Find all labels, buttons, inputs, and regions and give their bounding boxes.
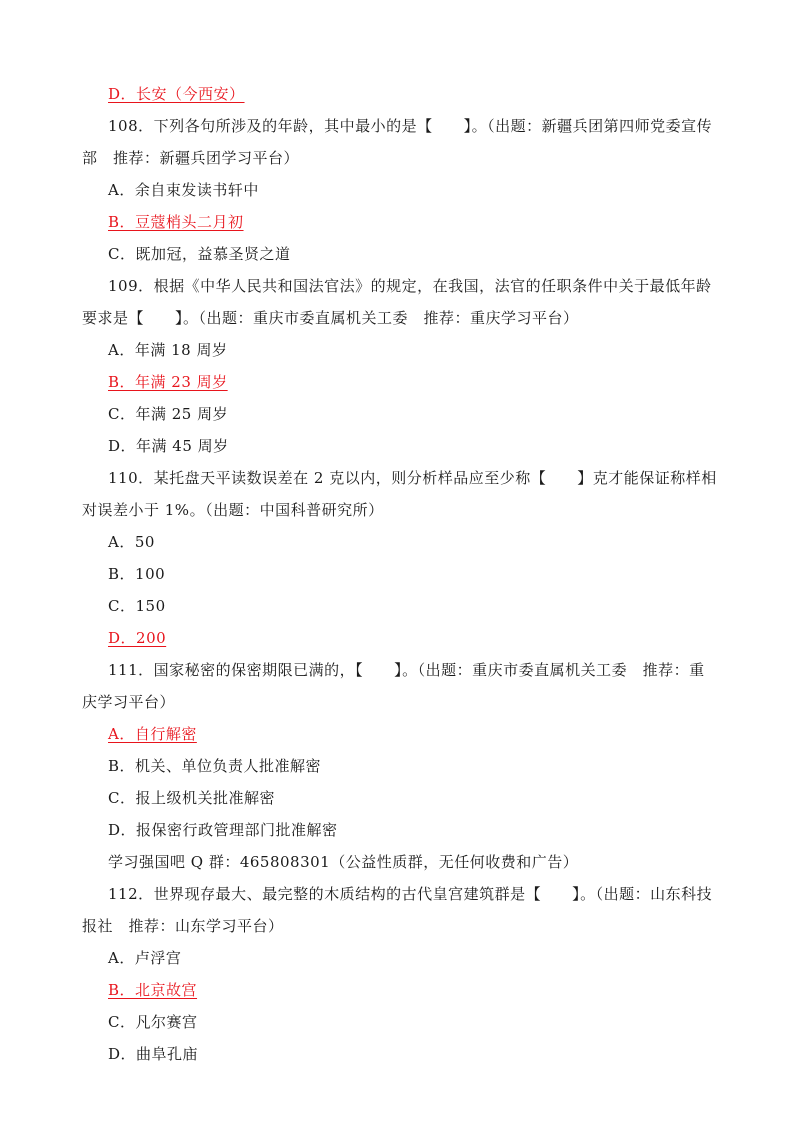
q110-stem-cont: 对误差小于 1%。（出题：中国科普研究所） [82, 501, 384, 519]
q110-option-c: C．150 [108, 597, 166, 615]
q109-option-a: A．年满 18 周岁 [108, 341, 228, 359]
q111-stem-cont: 庆学习平台） [82, 693, 176, 711]
q111-stem: 111．国家秘密的保密期限已满的，【 】。（出题：重庆市委直属机关工委 推荐：重 [108, 661, 705, 679]
q108-option-c: C．既加冠，益慕圣贤之道 [108, 245, 291, 263]
q109-stem-cont: 要求是【 】。（出题：重庆市委直属机关工委 推荐：重庆学习平台） [82, 309, 579, 327]
q108-option-b-answer: B．豆蔻梢头二月初 [108, 213, 244, 231]
q111-option-b: B．机关、单位负责人批准解密 [108, 757, 322, 775]
q109-option-c: C．年满 25 周岁 [108, 405, 229, 423]
q112-option-a: A．卢浮宫 [108, 949, 182, 967]
q107-option-d-answer: D．长安（今西安） [108, 85, 245, 103]
q110-option-d-answer: D．200 [108, 629, 167, 647]
q112-stem-cont: 报社 推荐：山东学习平台） [82, 917, 284, 935]
q108-stem-cont: 部 推荐：新疆兵团学习平台） [82, 149, 300, 167]
q108-option-a: A．余自束发读书轩中 [108, 181, 259, 199]
q111-option-d: D．报保密行政管理部门批准解密 [108, 821, 338, 839]
q109-stem: 109．根据《中华人民共和国法官法》的规定，在我国，法官的任职条件中关于最低年龄 [108, 277, 712, 295]
q112-option-d: D．曲阜孔庙 [108, 1045, 199, 1063]
q110-option-b: B．100 [108, 565, 166, 583]
q111-option-a-answer: A．自行解密 [108, 725, 197, 743]
group-notice: 学习强国吧 Q 群：465808301（公益性质群，无任何收费和广告） [108, 853, 579, 871]
q108-stem: 108．下列各句所涉及的年龄，其中最小的是【 】。（出题：新疆兵团第四师党委宣传 [108, 117, 713, 135]
q109-option-b-answer: B．年满 23 周岁 [108, 373, 228, 391]
q112-stem: 112．世界现存最大、最完整的木质结构的古代皇宫建筑群是【 】。（出题：山东科技 [108, 885, 713, 903]
q112-option-c: C．凡尔赛宫 [108, 1013, 198, 1031]
q110-option-a: A．50 [108, 533, 155, 551]
q109-option-d: D．年满 45 周岁 [108, 437, 229, 455]
q112-option-b-answer: B．北京故宫 [108, 981, 198, 999]
q110-stem: 110．某托盘天平读数误差在 2 克以内，则分析样品应至少称【 】克才能保证称样相 [108, 469, 717, 487]
q111-option-c: C．报上级机关批准解密 [108, 789, 275, 807]
